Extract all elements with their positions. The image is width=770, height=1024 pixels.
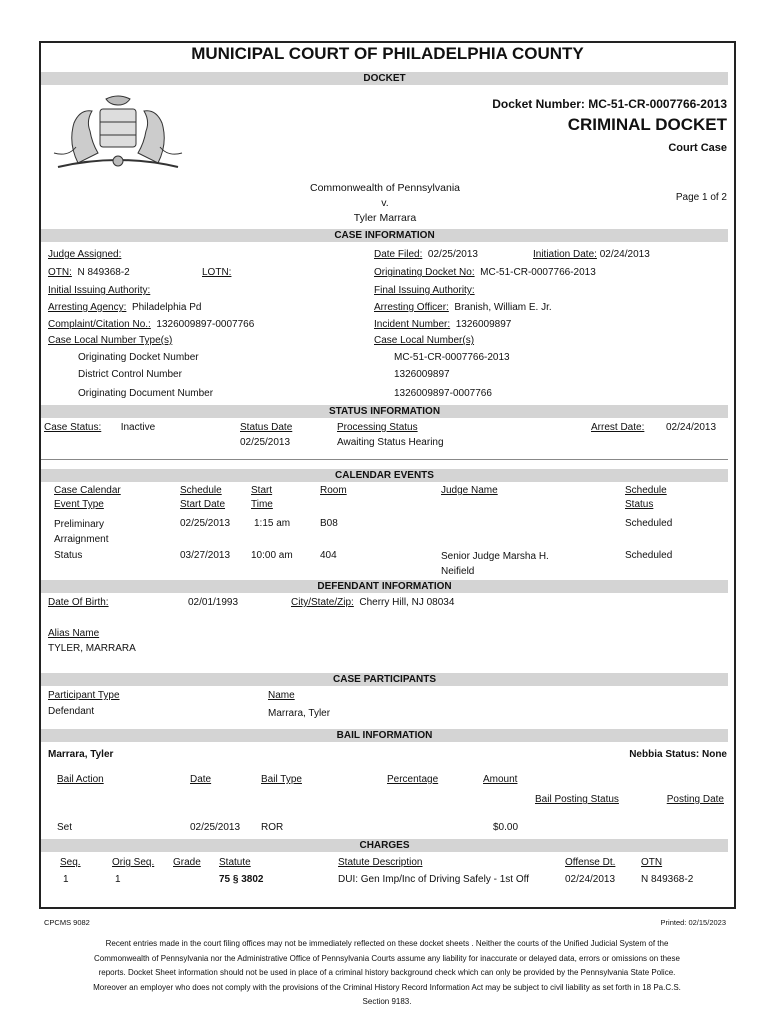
calendar-header: Case Calendar — [54, 485, 121, 496]
participant-name-label: Name — [268, 690, 295, 701]
bail-header: Percentage — [387, 774, 439, 785]
caption-plaintiff: Commonwealth of Pennsylvania — [310, 182, 460, 194]
charge-description: DUI: Gen Imp/Inc of Driving Safely - 1st Off — [338, 874, 529, 885]
status-information-bar: STATUS INFORMATION — [41, 405, 728, 418]
status-date: 02/25/2013 — [240, 437, 291, 448]
form-id: CPCMS 9082 — [44, 918, 90, 927]
arresting-officer: Arresting Officer: Branish, William E. Jr. — [374, 302, 552, 313]
charges-header: Grade — [173, 857, 201, 868]
nebbia-status: Nebbia Status: None — [629, 749, 727, 760]
pennsylvania-seal-icon — [48, 93, 188, 175]
docket-bar: DOCKET — [41, 72, 728, 85]
calendar-header: Start — [251, 485, 273, 496]
calendar-header: Judge Name — [441, 485, 498, 496]
bail-amount: $0.00 — [493, 822, 519, 833]
arresting-agency: Arresting Agency: Philadelphia Pd — [48, 302, 202, 313]
charges-header: Offense Dt. — [565, 857, 616, 868]
calendar-row-judge: Senior Judge Marsha H. — [441, 551, 549, 562]
local-number-row: 1326009897-0007766 — [394, 388, 492, 399]
charges-header: OTN — [641, 857, 663, 868]
local-number-row: MC-51-CR-0007766-2013 — [394, 352, 510, 363]
calendar-header: Schedule — [180, 485, 222, 496]
charges-header: Statute Description — [338, 857, 423, 868]
charges-header: Seq. — [60, 857, 81, 868]
bail-date: 02/25/2013 — [190, 822, 241, 833]
printed-date: Printed: 02/15/2023 — [660, 918, 726, 927]
arrest-date-label: Arrest Date: — [591, 422, 645, 433]
page-number: Page 1 of 2 — [675, 192, 727, 203]
lotn-label: LOTN: — [202, 267, 232, 278]
bail-header: Amount — [483, 774, 518, 785]
bail-type: ROR — [261, 822, 284, 833]
calendar-header: Start Date — [180, 499, 226, 510]
arrest-date: 02/24/2013 — [666, 422, 717, 433]
calendar-header: Schedule — [625, 485, 667, 496]
calendar-header: Time — [251, 499, 273, 510]
case-status: Case Status: Inactive — [44, 422, 156, 433]
calendar-row-date: 03/27/2013 — [180, 550, 231, 561]
bail-header: Posting Date — [666, 794, 724, 805]
case-participants-bar: CASE PARTICIPANTS — [41, 673, 728, 686]
charge-otn: N 849368-2 — [641, 874, 694, 885]
local-type-row: Originating Docket Number — [78, 352, 199, 363]
originating-docket: Originating Docket No: MC-51-CR-0007766-2013 — [374, 267, 596, 278]
dob: 02/01/1993 — [188, 597, 239, 608]
initiation-date: Initiation Date: 02/24/2013 — [533, 249, 650, 260]
court-title: MUNICIPAL COURT OF PHILADELPHIA COUNTY — [191, 44, 584, 63]
caption-defendant: Tyler Marrara — [353, 212, 417, 224]
bail-information-bar: BAIL INFORMATION — [41, 729, 728, 742]
processing-status: Awaiting Status Hearing — [337, 437, 444, 448]
complaint-citation: Complaint/Citation No.: 1326009897-0007766 — [48, 319, 255, 330]
bail-header: Bail Action — [57, 774, 104, 785]
processing-status-label: Processing Status — [337, 422, 418, 433]
calendar-row-status: Scheduled — [625, 518, 673, 529]
dob-label: Date Of Birth: — [48, 597, 109, 608]
local-type-row: Originating Document Number — [78, 388, 214, 399]
local-type-row: District Control Number — [78, 369, 182, 380]
participant-type-label: Participant Type — [48, 690, 120, 701]
calendar-row-date: 02/25/2013 — [180, 518, 231, 529]
incident-number: Incident Number: 1326009897 — [374, 319, 512, 330]
charge-offense-date: 02/24/2013 — [565, 874, 616, 885]
charge-seq: 1 — [63, 874, 69, 885]
city-state-zip: City/State/Zip: Cherry Hill, NJ 08034 — [291, 597, 455, 608]
case-information-bar: CASE INFORMATION — [41, 229, 728, 242]
final-issuing-authority-label: Final Issuing Authority: — [374, 285, 475, 296]
initial-issuing-authority-label: Initial Issuing Authority: — [48, 285, 151, 296]
calendar-row-event: Preliminary — [54, 519, 105, 530]
calendar-row-room: 404 — [320, 550, 337, 561]
calendar-header: Status — [625, 499, 654, 510]
defendant-information-bar: DEFENDANT INFORMATION — [41, 580, 728, 593]
charge-orig-seq: 1 — [115, 874, 121, 885]
charges-header: Orig Seq. — [112, 857, 155, 868]
status-date-label: Status Date — [240, 422, 293, 433]
charge-statute: 75 § 3802 — [219, 874, 264, 885]
section-divider — [41, 459, 728, 460]
participant-name: Marrara, Tyler — [268, 708, 331, 719]
judge-assigned-label: Judge Assigned: — [48, 249, 122, 260]
otn: OTN: N 849368-2 — [48, 267, 130, 278]
alias-label: Alias Name — [48, 628, 100, 639]
calendar-events-bar: CALENDAR EVENTS — [41, 469, 728, 482]
charges-bar: CHARGES — [41, 839, 728, 852]
local-number-row: 1326009897 — [394, 369, 450, 380]
bail-header: Date — [190, 774, 212, 785]
local-numbers-label: Case Local Number(s) — [374, 335, 475, 346]
calendar-header: Room — [320, 485, 347, 496]
calendar-row-status: Scheduled — [625, 550, 673, 561]
calendar-row-time: 1:15 am — [254, 518, 291, 529]
participant-type: Defendant — [48, 706, 95, 717]
bail-action: Set — [57, 822, 73, 833]
docket-number: Docket Number: MC-51-CR-0007766-2013 — [492, 97, 727, 111]
caption-versus: v. — [381, 197, 389, 209]
bail-header: Bail Posting Status — [535, 794, 619, 805]
alias-name: TYLER, MARRARA — [48, 643, 136, 654]
charges-header: Statute — [219, 857, 251, 868]
court-case-label: Court Case — [668, 142, 727, 154]
bail-header: Bail Type — [261, 774, 302, 785]
calendar-row-time: 10:00 am — [251, 550, 293, 561]
calendar-row-judge: Neifield — [441, 566, 475, 577]
calendar-row-event: Status — [54, 550, 83, 561]
disclaimer: Recent entries made in the court filing offices may not be immediately reflected on these docket sheets . Neither the courts of the Unified Judicial System of the Commonwealth of Pennsylvania nor the Administrative Office of Pennsylvania Courts assume any liability for inaccurate or delayed data, errors or omissions on these reports. Docket Sheet information should not be used in place of a criminal history background check which can only be provided by the Pennsylvania State Police. Moreover an employer who does not comply with the provisions of the Criminal History Record Information Act may be subject to civil liability as set forth in 18 Pa.C.S. Section 9183. — [93, 939, 681, 1006]
local-number-types-label: Case Local Number Type(s) — [48, 335, 173, 346]
calendar-header: Event Type — [54, 499, 104, 510]
calendar-row-event: Arraignment — [54, 534, 109, 545]
calendar-row-room: B08 — [320, 518, 338, 529]
bail-person: Marrara, Tyler — [48, 749, 114, 760]
docket-type: CRIMINAL DOCKET — [567, 115, 727, 134]
date-filed: Date Filed: 02/25/2013 — [374, 249, 478, 260]
